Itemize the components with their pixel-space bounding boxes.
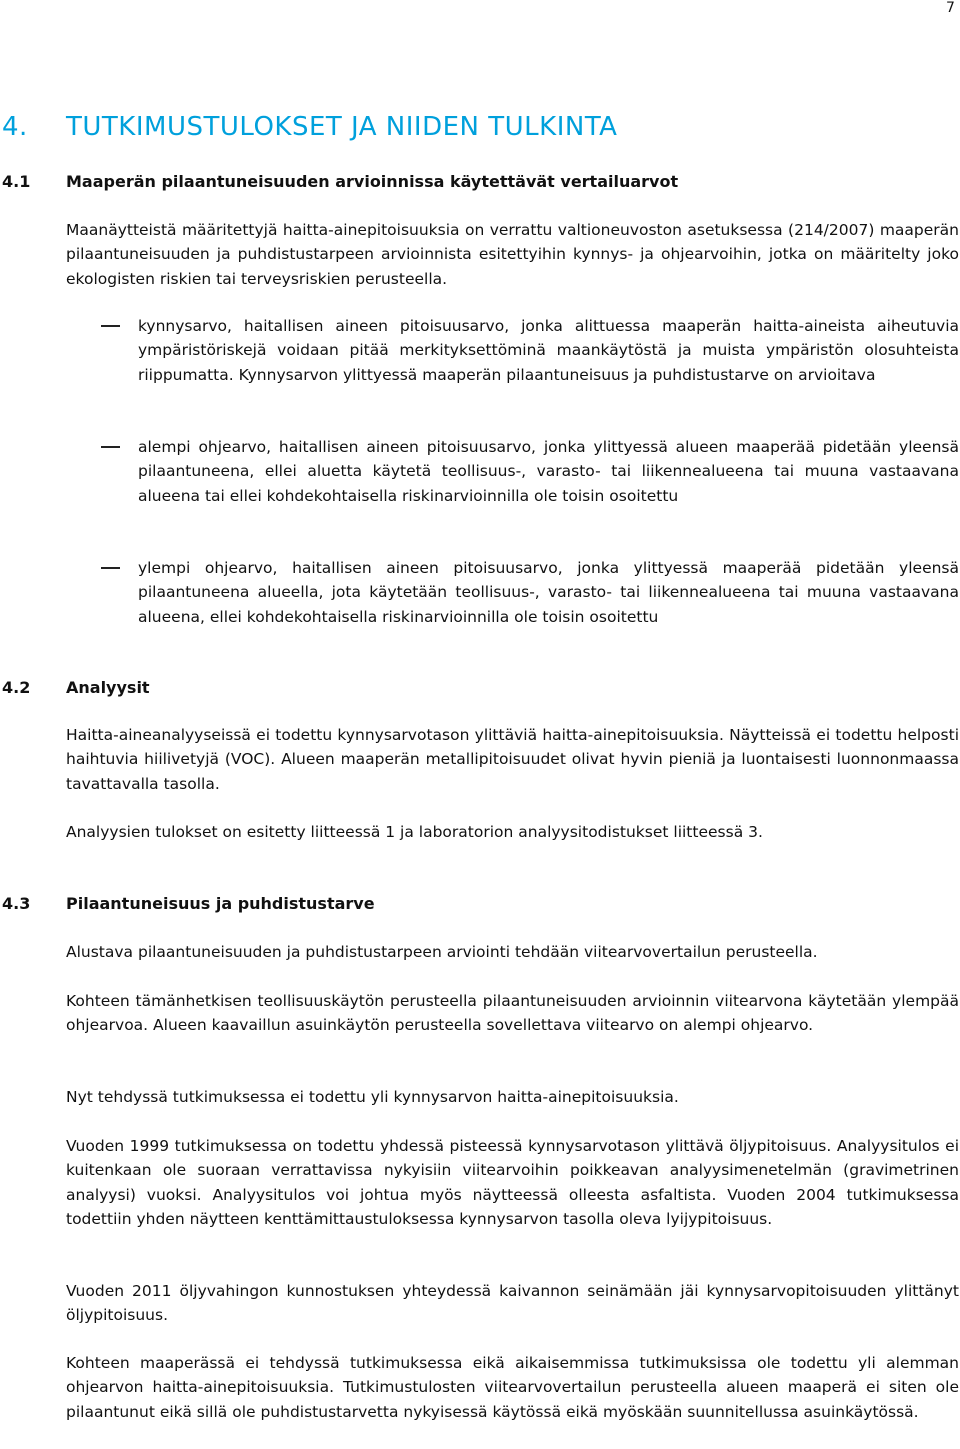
section-title: Maaperän pilaantuneisuuden arvioinnissa käytettävät vertailuarvot [66,172,679,191]
section-heading-4-1 [2,172,678,191]
section-1-intro: Maanäytteistä määritettyjä haitta-ainepitoisuuksia on verrattu valtioneuvoston asetuksessa (214/2007) maaperän pilaantuneisuuden ja puhdistustarpeen arvioinnista esitettyihin kynnys- ja ohjearvoihin, jotka on määritelty joko ekologisten riskien tai terveysriskien perusteella. [66,221,959,288]
bullet-text: ylempi ohjearvo, haitallisen aineen pitoisuusarvo, jonka ylittyessä maaperää pidetään yleensä pilaantuneena alueella, jota käytetään teollisuus-, varasto- tai liikennealueena tai muuna vastaavana alueena, ellei kohdekohtaisella riskinarvioinnilla ole toisin osoitettu [138,559,959,626]
section-number: 4.1 [2,172,31,191]
section-heading-4-2 [2,678,150,697]
section-2-paragraph: Haitta-aineanalyyseissä ei todettu kynnysarvotason ylittäviä haitta-ainepitoisuuksia. Näytteissä ei todettu helposti haihtuvia hiilivetyjä (VOC). Alueen maaperän metallipitoisuudet olivat hyvin pieniä ja luontaisesti luonnonmaassa tavattavalla tasolla. [66,726,959,793]
section-title: Analyysit [66,678,150,697]
section-title: Pilaantuneisuus ja puhdistustarve [66,894,375,913]
section-3-paragraph: Kohteen tämänhetkisen teollisuuskäytön perusteella pilaantuneisuuden arvioinnin viitearvona käytetään ylempää ohjearvoa. Alueen kaavaillun asuinkäytön perusteella sovellettava viitearvo on alempi ohjearvo. [66,992,959,1035]
dash-bullet-icon [101,325,120,327]
section-3-paragraph: Vuoden 2011 öljyvahingon kunnostuksen yhteydessä kaivannon seinämään jäi kynnysarvopitoisuuden ylittänyt öljypitoisuus. [66,1282,959,1325]
bullet-alempi-ohjearvo [101,435,959,508]
section-3-paragraph: Kohteen maaperässä ei tehdyssä tutkimuksessa eikä aikaisemmissa tutkimuksissa ole todettu yli alemman ohjearvon haitta-ainepitoisuuksia. Tutkimustulosten viitearvovertailun perusteella alueen maaperä ei siten ole pilaantunut eikä sillä ole puhdistustarvetta nykyisessä käytössä eikä myöskään suunnitellussa asuinkäytössä. [66,1354,959,1421]
page-number: 7 [946,0,955,16]
bullet-text: alempi ohjearvo, haitallisen aineen pitoisuusarvo, jonka ylittyessä alueen maaperää pidetään yleensä pilaantuneena, ellei aluetta käytetä teollisuus-, varasto- tai liikennealueena tai muuna vastaavana alueena tai ellei kohdekohtaisella riskinarvioinnilla ole toisin osoitettu [138,438,959,505]
section-heading-4-3 [2,894,375,913]
section-3-paragraph: Vuoden 1999 tutkimuksessa on todettu yhdessä pisteessä kynnysarvotason ylittävä öljypitoisuus. Analyysitulos ei kuitenkaan ole suoraan verrattavissa nykyisiin viitearvoihin poikkeavan analyysimenetelmän (gravimetrinen analyysi) vuoksi. Analyysitulos voi johtua myös näytteessä olleesta asfaltista. Vuoden 2004 tutkimuksessa todettiin yhden näytteen kenttämittaustuloksessa kynnysarvon tasolla oleva lyijypitoisuus. [66,1137,959,1228]
dash-bullet-icon [101,567,120,569]
bullet-ylempi-ohjearvo [101,556,959,629]
chapter-number: 4. [2,112,28,142]
section-3-paragraph: Alustava pilaantuneisuuden ja puhdistustarpeen arviointi tehdään viitearvovertailun perusteella. [66,943,818,961]
chapter-heading [2,112,617,142]
dash-bullet-icon [101,446,120,448]
bullet-text: kynnysarvo, haitallisen aineen pitoisuusarvo, jonka alittuessa maaperän haitta-aineista aiheutuvia ympäristöriskejä voidaan pitää merkityksettöminä maankäytöstä ja muista ympäristön olosuhteista riippumatta. Kynnysarvon ylittyessä maaperän pilaantuneisuus ja puhdistustarve on arvioitava [138,317,959,384]
section-3-paragraph: Nyt tehdyssä tutkimuksessa ei todettu yli kynnysarvon haitta-ainepitoisuuksia. [66,1088,679,1106]
bullet-kynnysarvo [101,314,959,387]
section-number: 4.2 [2,678,31,697]
chapter-title: TUTKIMUSTULOKSET JA NIIDEN TULKINTA [66,112,618,142]
section-number: 4.3 [2,894,31,913]
section-2-paragraph: Analyysien tulokset on esitetty liitteessä 1 ja laboratorion analyysitodistukset liitteessä 3. [66,823,763,841]
